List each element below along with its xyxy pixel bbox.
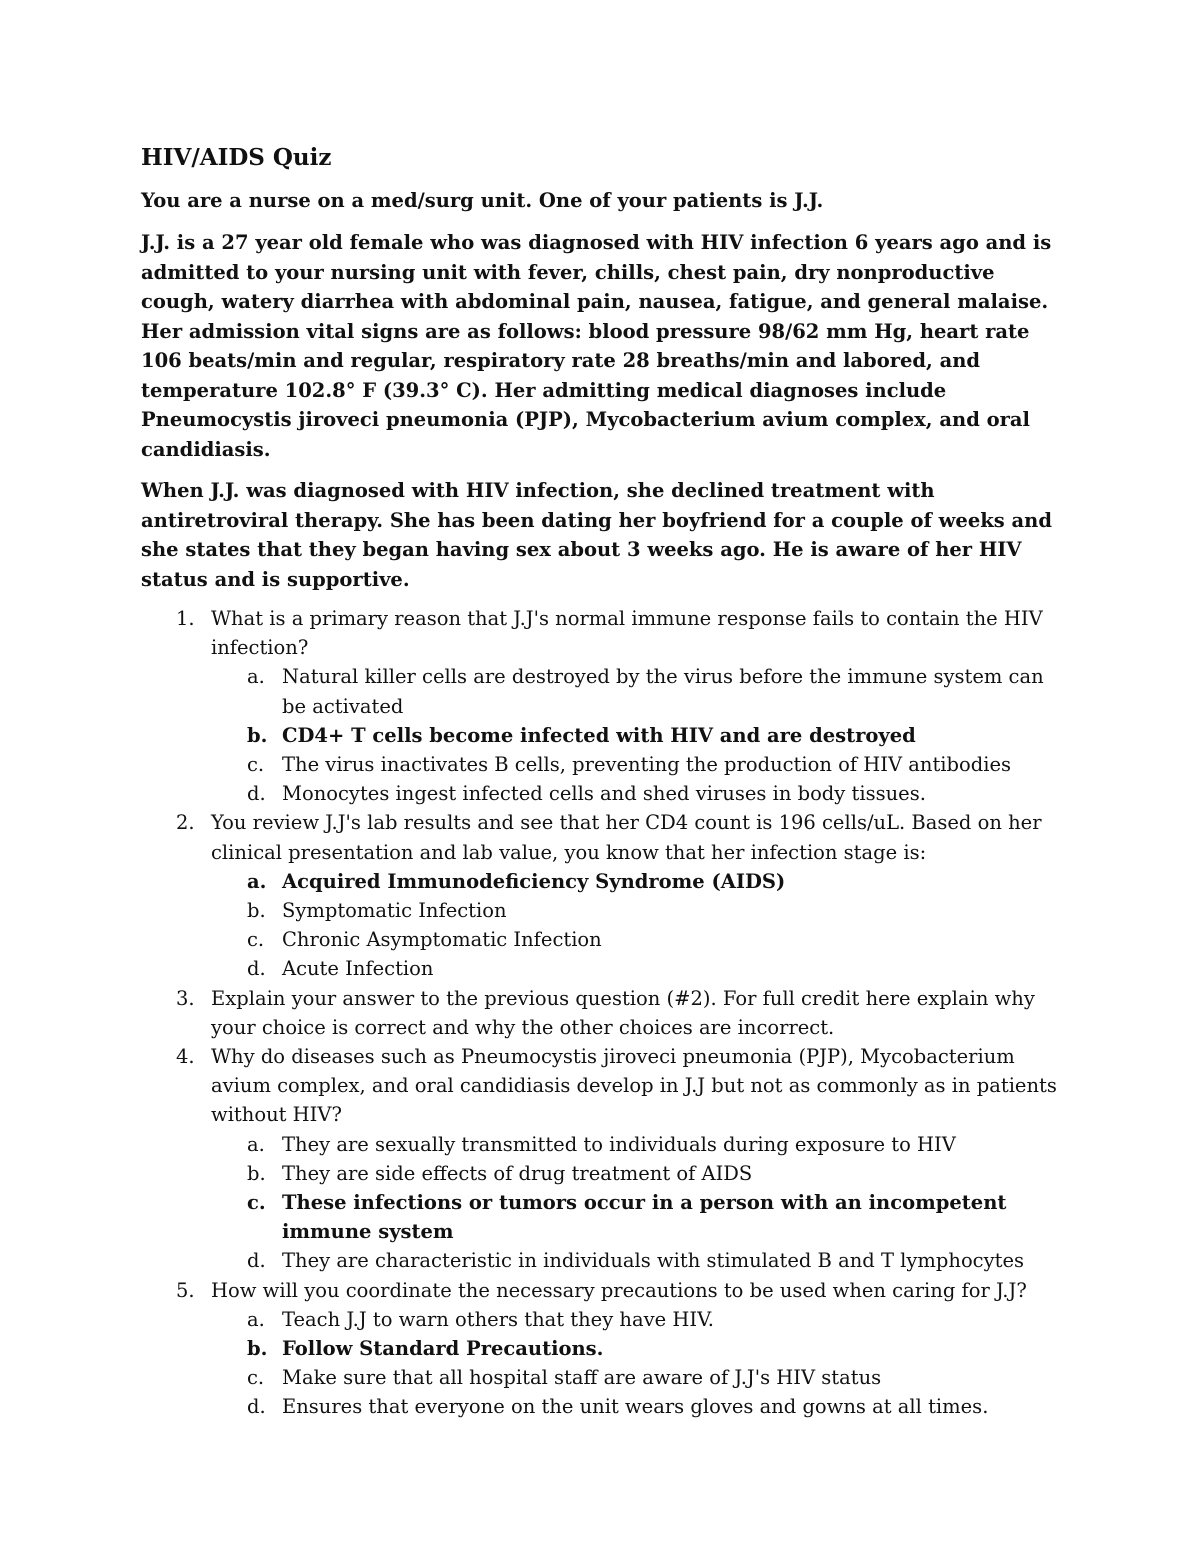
question-number: 3. <box>176 986 195 1010</box>
intro-paragraph: You are a nurse on a med/surg unit. One of your patients is J.J. <box>141 189 824 212</box>
question-text: How will you coordinate the necessary precautions to be used when caring for J.J? <box>211 1278 1027 1302</box>
option-text: Teach J.J to warn others that they have HIV. <box>282 1307 714 1331</box>
option-a <box>211 1305 1061 1334</box>
option-text: Acute Infection <box>282 957 434 981</box>
answer-options <box>211 1305 1061 1422</box>
patient-history: When J.J. was diagnosed with HIV infection, she declined treatment with antiretroviral therapy. She has been dating her boyfriend for a couple of weeks and she states that they began having sex about 3 weeks ago. He is aware of her HIV status and is supportive. <box>141 479 1052 591</box>
option-d <box>211 1392 1061 1421</box>
option-letter: c. <box>247 1366 265 1390</box>
option-a-correct <box>211 867 1061 896</box>
option-letter: a. <box>247 869 267 893</box>
option-d <box>211 779 1061 808</box>
option-b <box>211 1159 1061 1188</box>
question-text: Explain your answer to the previous question (#2). For full credit here explain why your choice is correct and why the other choices are incorrect. <box>211 986 1035 1039</box>
question-number: 2. <box>176 811 195 835</box>
option-d <box>211 954 1061 983</box>
option-text: Monocytes ingest infected cells and shed viruses in body tissues. <box>282 782 926 806</box>
question-text: What is a primary reason that J.J's normal immune response fails to contain the HIV infection? <box>211 607 1043 660</box>
answer-options <box>211 867 1061 984</box>
case-description: J.J. is a 27 year old female who was diagnosed with HIV infection 6 years ago and is admitted to your nursing unit with fever, chills, chest pain, dry nonproductive cough, watery diarrhea with abdominal pain, nausea, fatigue, and general malaise. Her admission vital signs are as follows: blood pressure 98/62 mm Hg, heart rate 106 beats/min and regular, respiratory rate 28 breaths/min and labored, and temperature 102.8° F (39.3° C). Her admitting medical diagnoses include Pneumocystis jiroveci pneumonia (PJP), Mycobacterium avium complex, and oral candidiasis. <box>141 231 1052 461</box>
option-text: Symptomatic Infection <box>282 899 507 923</box>
option-text: Ensures that everyone on the unit wears gloves and gowns at all times. <box>282 1395 989 1419</box>
option-text: Acquired Immunodeficiency Syndrome (AIDS) <box>282 869 786 893</box>
question-4 <box>141 1042 1061 1276</box>
question-text: Why do diseases such as Pneumocystis jiroveci pneumonia (PJP), Mycobacterium avium complex, and oral candidiasis develop in J.J but not as commonly as in patients without HIV? <box>211 1045 1057 1127</box>
question-5 <box>141 1276 1061 1422</box>
option-b-correct <box>211 721 1061 750</box>
option-letter: d. <box>247 782 266 806</box>
document-content <box>141 140 1061 1422</box>
option-text: They are sexually transmitted to individuals during exposure to HIV <box>282 1132 956 1156</box>
answer-options <box>211 662 1061 808</box>
option-letter: c. <box>247 753 265 777</box>
option-text: Make sure that all hospital staff are aware of J.J's HIV status <box>282 1366 882 1390</box>
option-letter: d. <box>247 957 266 981</box>
option-a <box>211 662 1061 720</box>
option-text: Follow Standard Precautions. <box>282 1337 604 1361</box>
option-letter: b. <box>247 1337 268 1361</box>
option-b-correct <box>211 1334 1061 1363</box>
option-letter: d. <box>247 1249 266 1273</box>
option-text: Chronic Asymptomatic Infection <box>282 928 602 952</box>
option-c <box>211 750 1061 779</box>
option-letter: b. <box>247 723 268 747</box>
option-d <box>211 1246 1061 1275</box>
question-2 <box>141 808 1061 983</box>
option-text: These infections or tumors occur in a person with an incompetent immune system <box>282 1191 1007 1244</box>
question-number: 1. <box>176 607 195 630</box>
answer-options <box>211 1130 1061 1276</box>
option-text: The virus inactivates B cells, preventing the production of HIV antibodies <box>282 753 1012 777</box>
option-letter: c. <box>247 1191 266 1215</box>
question-text: You review J.J's lab results and see that her CD4 count is 196 cells/uL. Based on her clinical presentation and lab value, you know that her infection stage is: <box>211 811 1042 864</box>
option-letter: d. <box>247 1395 266 1419</box>
option-text: Natural killer cells are destroyed by the virus before the immune system can be activated <box>282 665 1044 718</box>
option-letter: a. <box>247 1132 265 1156</box>
question-3 <box>141 984 1061 1042</box>
question-number: 5. <box>176 1278 195 1302</box>
option-c-correct <box>211 1188 1061 1246</box>
option-letter: c. <box>247 928 265 952</box>
option-letter: a. <box>247 665 265 689</box>
question-number: 4. <box>176 1045 195 1069</box>
option-text: CD4+ T cells become infected with HIV and are destroyed <box>282 723 916 747</box>
option-c <box>211 925 1061 954</box>
option-letter: b. <box>247 899 266 923</box>
option-b <box>211 896 1061 925</box>
page-title: HIV/AIDS Quiz <box>141 144 332 171</box>
option-letter: a. <box>247 1307 265 1331</box>
question-list <box>141 604 1061 1422</box>
option-text: They are characteristic in individuals with stimulated B and T lymphocytes <box>282 1249 1024 1273</box>
option-text: They are side effects of drug treatment of AIDS <box>282 1161 753 1185</box>
option-a <box>211 1130 1061 1159</box>
option-letter: b. <box>247 1161 266 1185</box>
question-1 <box>141 604 1061 808</box>
option-c <box>211 1363 1061 1392</box>
